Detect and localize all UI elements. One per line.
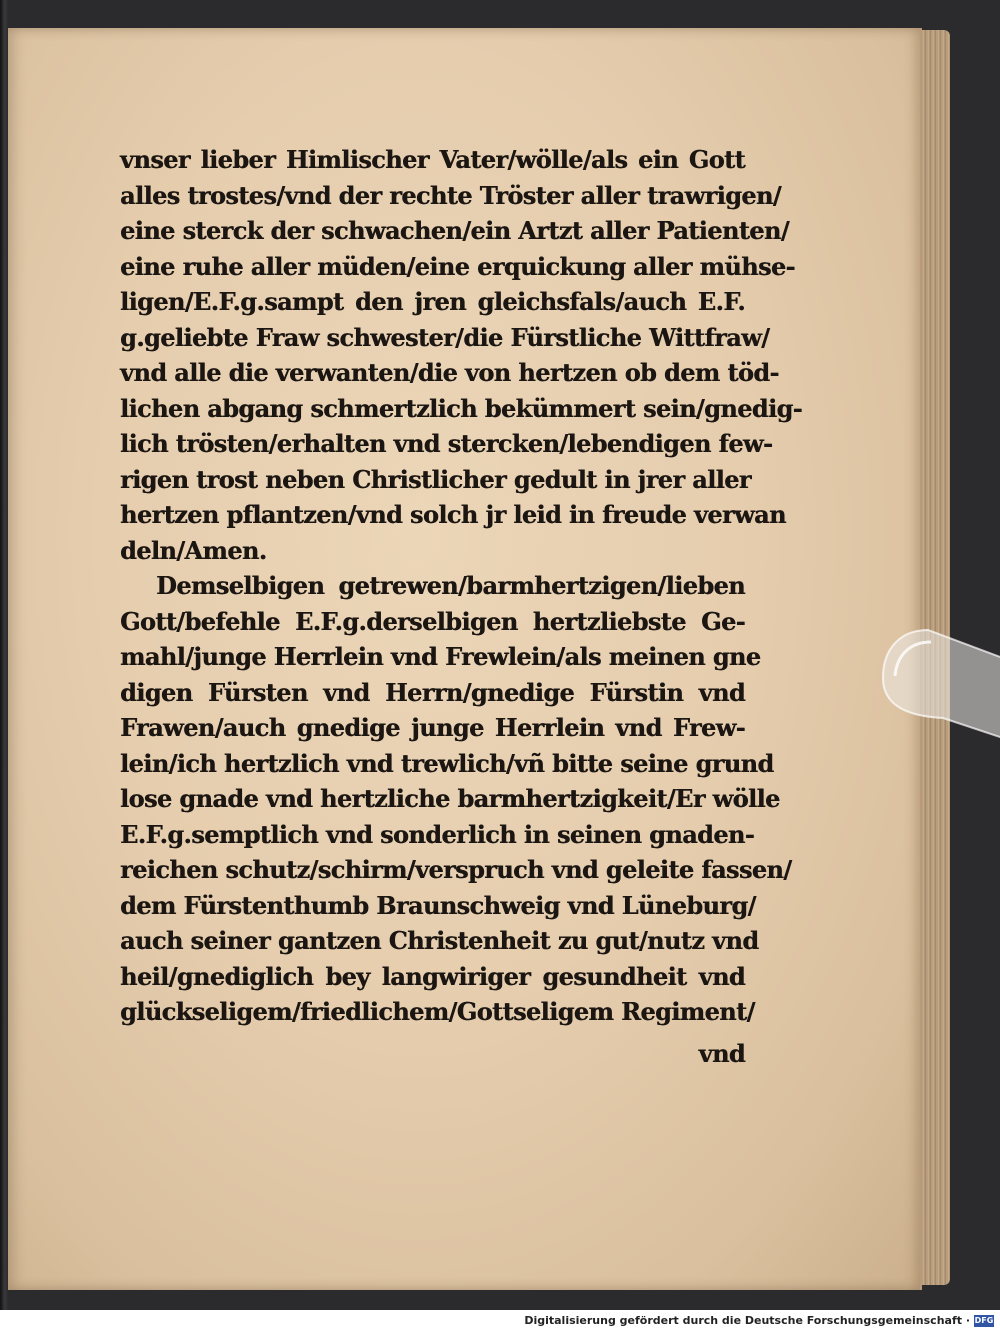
text-line: lichen abgang schmertzlich bekümmert sein/gnedig- (120, 393, 802, 423)
text-line: eine ruhe aller müden/eine erquickung aller mühse- (120, 251, 795, 281)
text-block (120, 142, 802, 1102)
binding-edge (0, 0, 8, 1310)
text-line: deln/Amen. (120, 535, 267, 565)
text-line: ligen/E.F.g.sampt den jren gleichsfals/auch E.F. (120, 287, 745, 316)
text-line: lose gnade vnd hertzliche barmhertzigkeit/Er wölle (120, 784, 780, 813)
text-line: reichen schutz/schirm/verspruch vnd geleite fassen/ (120, 855, 792, 884)
text-line: vnd alle die verwanten/die von hertzen ob dem töd- (120, 358, 779, 387)
text-line: vnser lieber Himlischer Vater/wölle/als ein Gott (120, 145, 745, 174)
text-line: eine sterck der schwachen/ein Artzt aller Patienten/ (120, 216, 789, 245)
footer-bar (0, 1310, 1000, 1333)
text-line: mahl/junge Herrlein vnd Frewlein/als meinen gne (120, 642, 761, 671)
dfg-logo: DFG (974, 1316, 994, 1325)
text-line: digen Fürsten vnd Herrn/gnedige Fürstin vnd (120, 677, 745, 707)
catchword: vnd (698, 1038, 745, 1068)
text-line: rigen trost neben Christlicher gedult in jrer aller (120, 464, 751, 494)
funding-credit: Digitalisierung gefördert durch die Deutsche Forschungsgemeinschaft · (524, 1314, 970, 1327)
text-line: Frawen/auch gnedige junge Herrlein vnd Frew- (120, 713, 745, 742)
text-line: dem Fürstenthumb Braunschweig vnd Lüneburg/ (120, 890, 756, 920)
text-line: Demselbigen getrewen/barmhertzigen/lieben (156, 571, 745, 600)
text-line: g.geliebte Fraw schwester/die Fürstliche Wittfraw/ (120, 322, 770, 352)
text-line: lein/ich hertzlich vnd trewlich/vñ bitte seine grund (120, 748, 774, 778)
text-line: heil/gnediglich bey langwiriger gesundheit vnd (120, 961, 745, 991)
text-line: glückseligem/friedlichem/Gottseligem Regiment/ (120, 997, 755, 1026)
text-line: alles trostes/vnd der rechte Tröster aller trawrigen/ (120, 180, 781, 210)
text-line: E.F.g.semptlich vnd sonderlich in seinen gnaden- (120, 819, 755, 849)
text-line: lich trösten/erhalten vnd stercken/lebendigen few- (120, 429, 773, 458)
page-clip (873, 618, 1000, 738)
text-line: auch seiner gantzen Christenheit zu gut/nutz vnd (120, 926, 759, 955)
text-line: Gott/befehle E.F.g.derselbigen hertzliebste Ge- (120, 606, 745, 636)
text-line: hertzen pflantzen/vnd solch jr leid in freude verwan (120, 500, 786, 529)
